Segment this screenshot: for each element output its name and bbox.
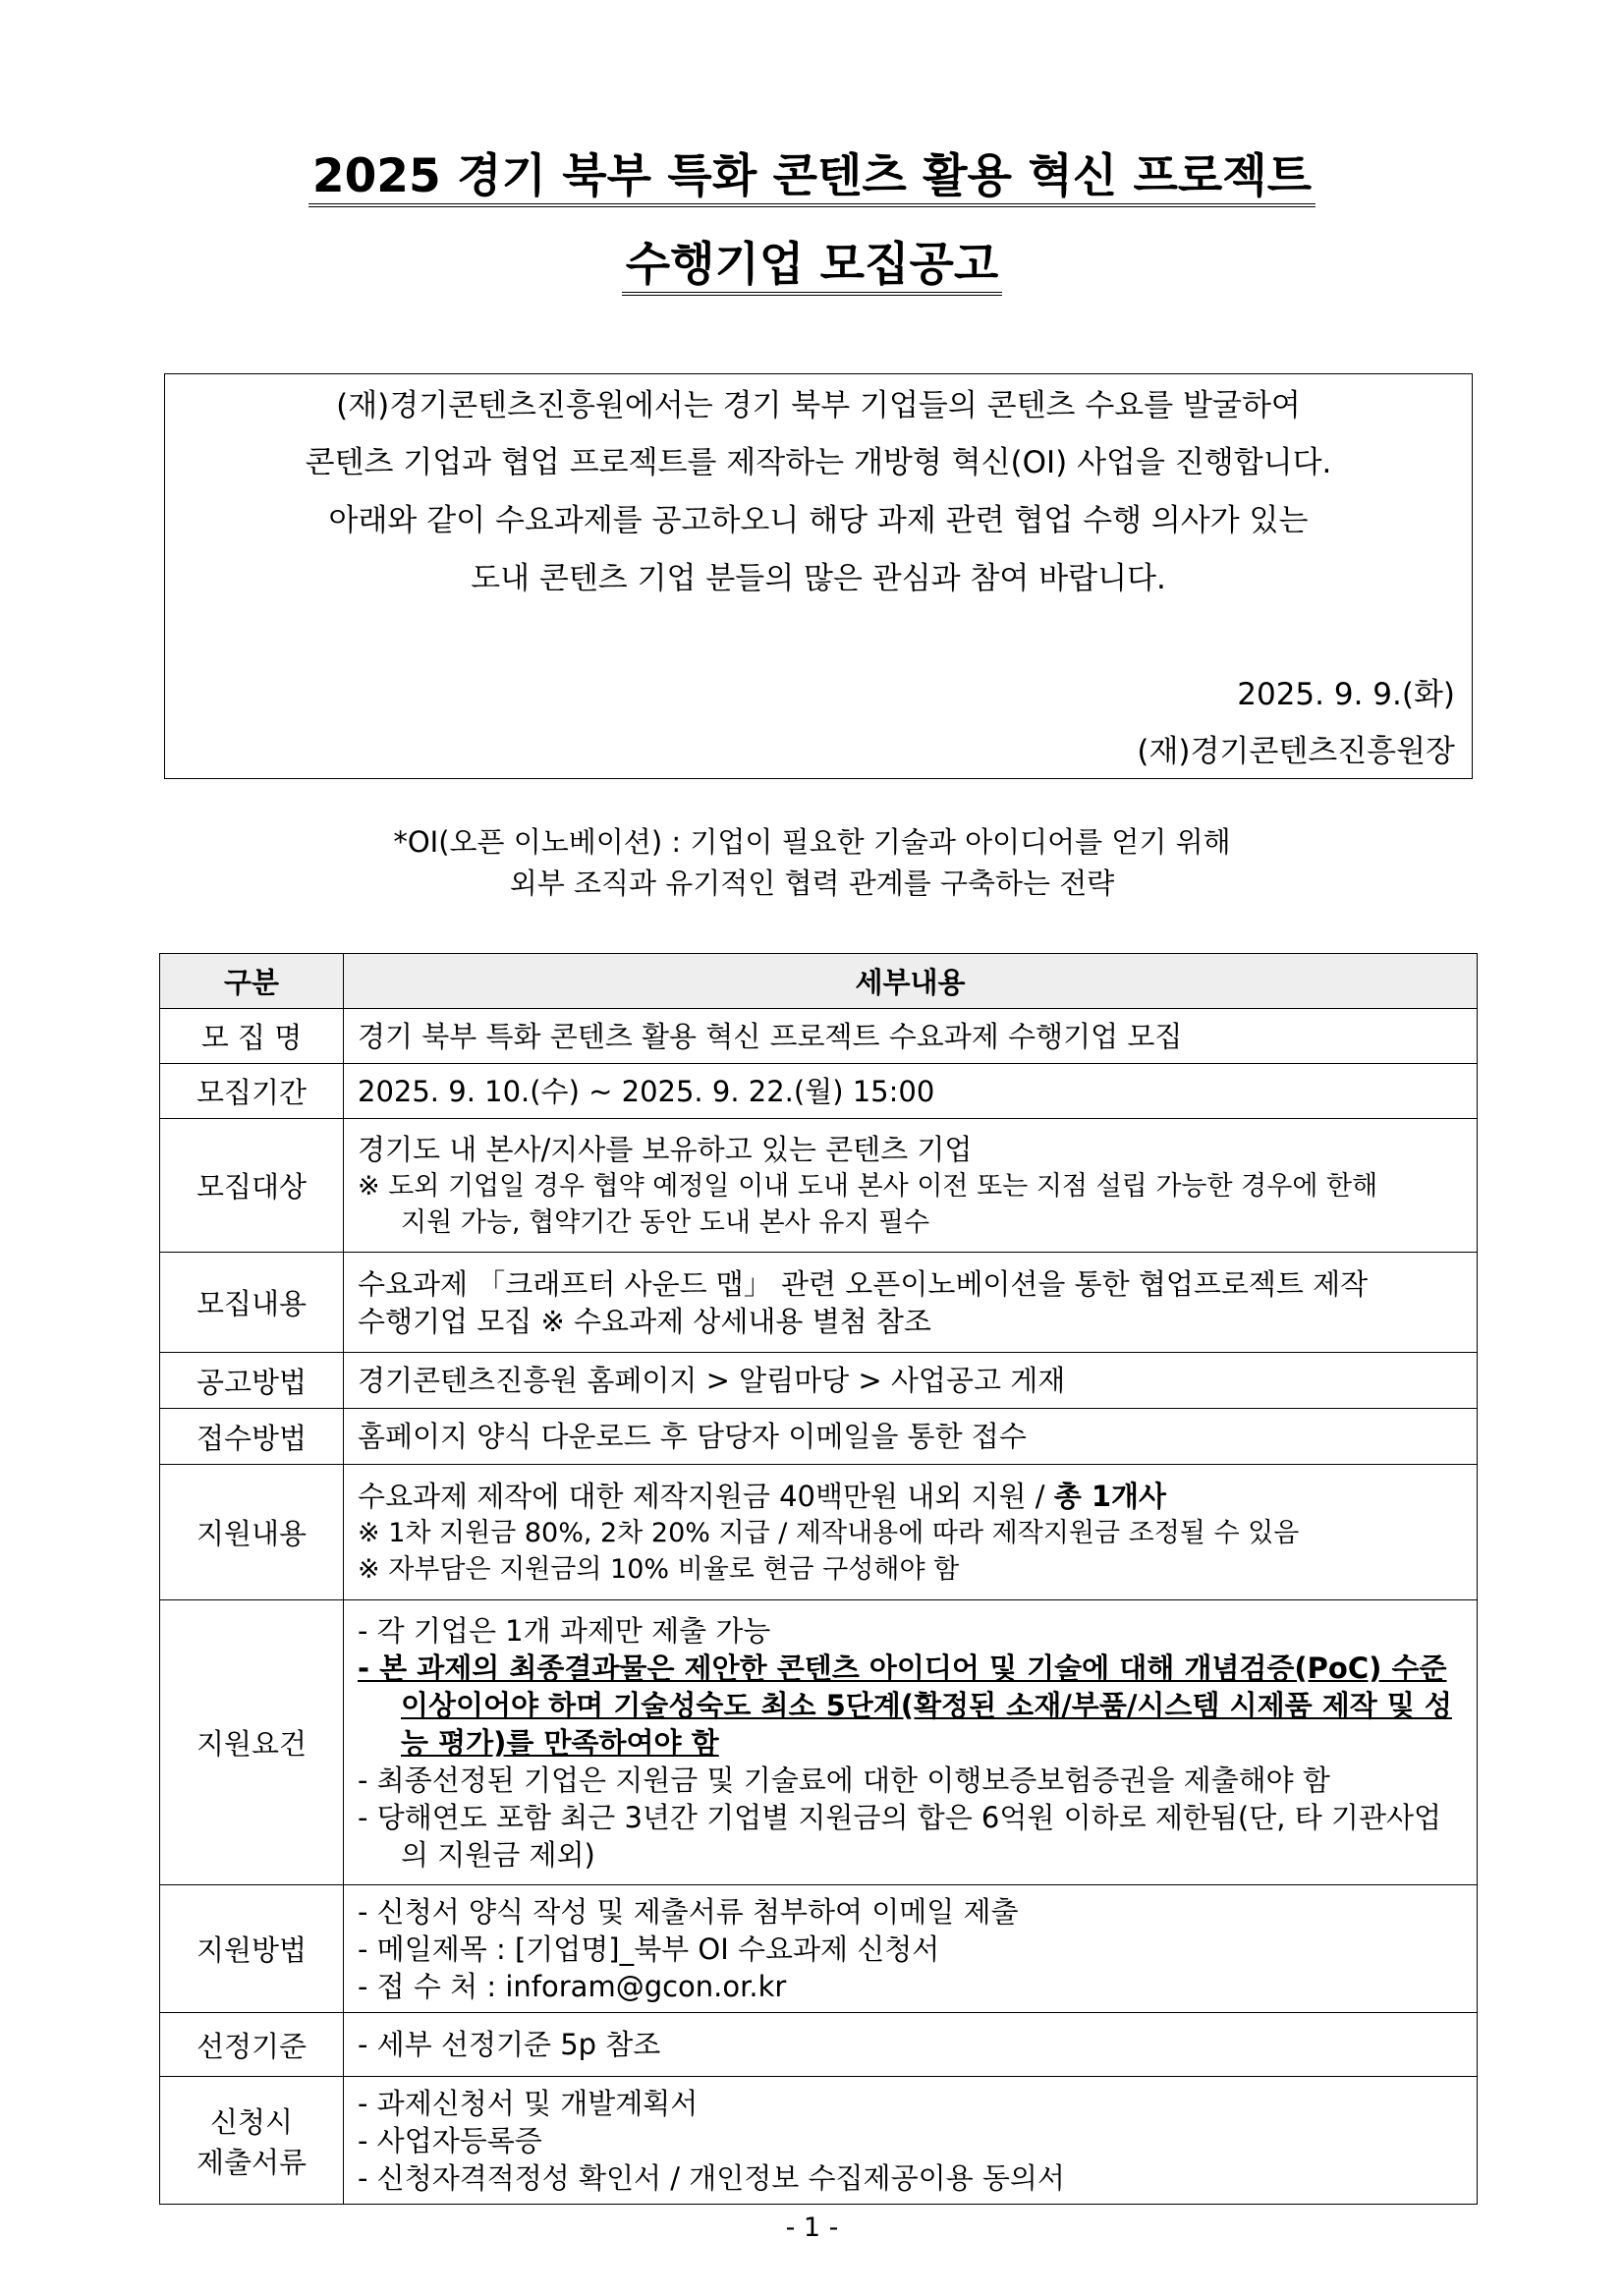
document-subtitle — [0, 236, 1624, 295]
row-label: 모집대상 — [160, 1119, 344, 1253]
intro-line: 콘텐츠 기업과 협업 프로젝트를 제작하는 개방형 혁신(OI) 사업을 진행합니다. — [305, 445, 1332, 480]
table-row — [160, 1353, 1478, 1409]
header-details: 세부내용 — [344, 954, 1478, 1009]
row-label-line: 제출서류 — [196, 2145, 308, 2179]
support-count-text: 총 1개사 — [1053, 1479, 1167, 1513]
method-item: - 신청서 양식 작성 및 제출서류 첨부하여 이메일 제출 — [358, 1894, 1019, 1929]
row-content — [344, 1119, 1478, 1253]
intro-line: 아래와 같이 수요과제를 공고하오니 해당 과제 관련 협업 수행 의사가 있는 — [328, 503, 1309, 538]
table-row — [160, 1253, 1478, 1353]
row-content — [344, 1600, 1478, 1885]
row-label: 지원내용 — [160, 1465, 344, 1600]
row-label-line: 신청시 — [209, 2104, 294, 2139]
table-row — [160, 1465, 1478, 1600]
title-line-2: 수행기업 모집공고 — [622, 238, 1003, 296]
document-item: - 과제신청서 및 개발계획서 — [358, 2086, 699, 2120]
row-content: 경기콘텐츠진흥원 홈페이지 > 알림마당 > 사업공고 게재 — [344, 1353, 1478, 1409]
row-label: 선정기준 — [160, 2013, 344, 2077]
table-row — [160, 1885, 1478, 2013]
table-row — [160, 1409, 1478, 1465]
table-row — [160, 1064, 1478, 1119]
page-number: - 1 - — [785, 2212, 839, 2243]
row-content: 2025. 9. 10.(수) ~ 2025. 9. 22.(월) 15:00 — [344, 1064, 1478, 1119]
content-note: 지원 가능, 협약기간 동안 도내 본사 유지 필수 — [401, 1206, 930, 1238]
intro-line: (재)경기콘텐츠진흥원에서는 경기 북부 기업들의 콘텐츠 수요를 발굴하여 — [336, 388, 1301, 423]
document-title — [0, 147, 1624, 206]
table-row — [160, 1009, 1478, 1064]
recruitment-details-table — [159, 953, 1478, 2205]
table-row — [160, 1600, 1478, 1885]
row-label: 접수방법 — [160, 1409, 344, 1465]
table-header-row — [160, 954, 1478, 1009]
issuer-name: (재)경기콘텐츠진흥원장 — [1137, 734, 1455, 769]
requirement-item: - 당해연도 포함 최근 3년간 기업별 지원금의 합은 6억원 이하로 제한됨(단, 타 기관사업의 지원금 제외) — [358, 1800, 1441, 1872]
content-line: 수요과제 「크래프터 사운드 맵」 관련 오픈이노베이션을 통한 협업프로젝트 제작 — [358, 1266, 1369, 1301]
requirement-item: - 각 기업은 1개 과제만 제출 가능 — [358, 1613, 771, 1648]
row-label: 모 집 명 — [160, 1009, 344, 1064]
content-line — [358, 1478, 1463, 1515]
announcement-date: 2025. 9. 9.(화) — [1237, 677, 1455, 712]
row-label: 지원방법 — [160, 1885, 344, 2013]
oi-note-line-2: 외부 조직과 유기적인 협력 관계를 구축하는 전략 — [509, 867, 1115, 900]
row-content — [344, 2077, 1478, 2205]
content-note: ※ 도외 기업일 경우 협약 예정일 이내 도내 본사 이전 또는 지점 설립 가능한 경우에 한해 — [358, 1170, 1378, 1202]
row-content: 경기 북부 특화 콘텐츠 활용 혁신 프로젝트 수요과제 수행기업 모집 — [344, 1009, 1478, 1064]
content-line: 경기도 내 본사/지사를 보유하고 있는 콘텐츠 기업 — [358, 1132, 973, 1166]
document-item: - 신청자격적정성 확인서 / 개인정보 수집제공이용 동의서 — [358, 2160, 1065, 2195]
method-item: - 메일제목 : [기업명]_북부 OI 수요과제 신청서 — [358, 1932, 940, 1966]
row-content — [344, 1885, 1478, 2013]
content-line: 수행기업 모집 ※ 수요과제 상세내용 별첨 참조 — [358, 1304, 931, 1338]
support-amount-text: 수요과제 제작에 대한 제작지원금 40백만원 내외 지원 / — [358, 1479, 1054, 1513]
content-note: ※ 1차 지원금 80%, 2차 20% 지급 / 제작내용에 따라 제작지원금 조정될 수 있음 — [358, 1517, 1300, 1548]
row-label — [160, 2077, 344, 2205]
requirement-item: - 최종선정된 기업은 지원금 및 기술료에 대한 이행보증보험증권을 제출해야 함 — [358, 1763, 1330, 1797]
table-row — [160, 1119, 1478, 1253]
row-content — [344, 1465, 1478, 1600]
row-content: 홈페이지 양식 다운로드 후 담당자 이메일을 통한 접수 — [344, 1409, 1478, 1465]
document-item: - 사업자등록증 — [358, 2123, 542, 2157]
title-line-1: 2025 경기 북부 특화 콘텐츠 활용 혁신 프로젝트 — [308, 149, 1316, 207]
row-label: 모집내용 — [160, 1253, 344, 1353]
intro-line: 도내 콘텐츠 기업 분들의 많은 관심과 참여 바랍니다. — [471, 561, 1166, 596]
intro-box — [164, 373, 1473, 779]
requirement-item-emphasis: - 본 과제의 최종결과물은 제안한 콘텐츠 아이디어 및 기술에 대해 개념검증(PoC) 수준 이상이어야 하며 기술성숙도 최소 5단계(확정된 소재/부품/시스템 시제품 제작 및 성능 평가)를 만족하여야 함 — [358, 1651, 1452, 1760]
row-label: 지원요건 — [160, 1600, 344, 1885]
oi-note-line-1: *OI(오픈 이노베이션) : 기업이 필요한 기술과 아이디어를 얻기 위해 — [393, 825, 1231, 859]
row-label: 모집기간 — [160, 1064, 344, 1119]
row-label: 공고방법 — [160, 1353, 344, 1409]
row-content: - 세부 선정기준 5p 참조 — [344, 2013, 1478, 2077]
table-row — [160, 2013, 1478, 2077]
row-content — [344, 1253, 1478, 1353]
email-address[interactable]: - 접 수 처 : inforam@gcon.or.kr — [358, 1969, 787, 2003]
table-row — [160, 2077, 1478, 2205]
content-note: ※ 자부담은 지원금의 10% 비율로 현금 구성해야 함 — [358, 1553, 960, 1585]
header-category: 구분 — [160, 954, 344, 1009]
